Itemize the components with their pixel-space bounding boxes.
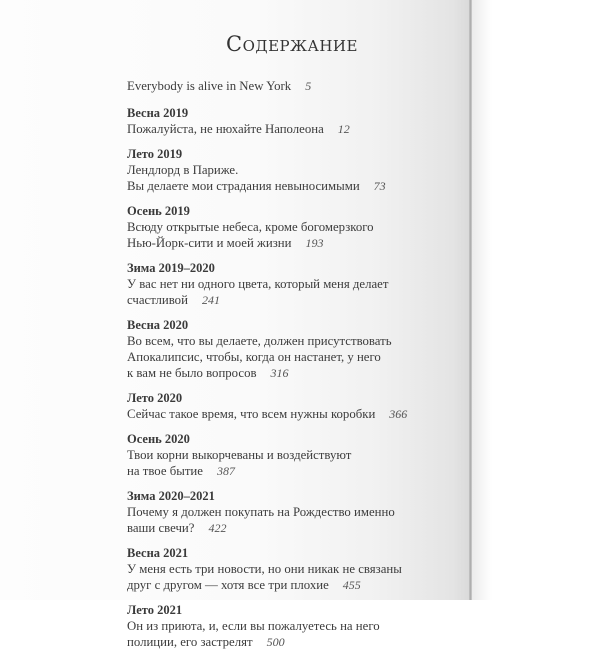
season-heading: Зима 2020–2021	[127, 489, 215, 503]
toc-entry-intro	[127, 78, 447, 94]
season-heading: Весна 2019	[127, 106, 189, 120]
page-number: 73	[373, 179, 386, 193]
entry-line: Твои корни выкорчеваны и воздействуют	[127, 448, 352, 462]
entry-line: ваши свечи?	[127, 521, 195, 535]
page-number: 193	[305, 236, 324, 250]
entry-line: полиции, его застрелят	[127, 635, 253, 649]
page-number: 12	[337, 122, 350, 136]
entry-line: Почему я должен покупать на Рождество именно	[127, 505, 395, 519]
season-heading: Лето 2021	[127, 603, 183, 617]
toc-entry	[127, 318, 447, 381]
entry-line: к вам не было вопросов	[127, 366, 257, 380]
entry-line: У меня есть три новости, но они никак не связаны	[127, 562, 402, 576]
page-number: 387	[216, 464, 235, 478]
entry-line: Сейчас такое время, что всем нужны коробки	[127, 407, 376, 421]
entry-line: Он из приюта, и, если вы пожалуетесь на него	[127, 619, 380, 633]
page-number: 366	[389, 407, 408, 421]
page-edge	[472, 0, 492, 600]
entry-line: друг с другом — хотя все три плохие	[127, 578, 329, 592]
page-number: 422	[208, 521, 227, 535]
entry-line: Апокалипсис, чтобы, когда он настанет, у него	[127, 350, 381, 364]
page-number: 5	[305, 79, 312, 93]
toc-entry	[127, 204, 447, 251]
entry-line: Лендлорд в Париже.	[127, 163, 239, 177]
page-number: 500	[266, 635, 285, 649]
table-of-contents	[127, 32, 447, 660]
page-number: 241	[201, 293, 220, 307]
entry-line: Во всем, что вы делаете, должен присутствовать	[127, 334, 392, 348]
entry-line: У вас нет ни одного цвета, который меня делает	[127, 277, 389, 291]
season-heading: Лето 2020	[127, 391, 183, 405]
season-heading: Осень 2020	[127, 432, 190, 446]
toc-title: Содержание	[226, 32, 358, 56]
toc-entry	[127, 391, 447, 422]
toc-entry	[127, 261, 447, 308]
page-number: 455	[342, 578, 361, 592]
season-heading: Осень 2019	[127, 204, 190, 218]
season-heading: Весна 2021	[127, 546, 189, 560]
entry-line: счастливой	[127, 293, 188, 307]
season-heading: Лето 2019	[127, 147, 183, 161]
toc-entry	[127, 489, 447, 536]
entry-line: на твое бытие	[127, 464, 203, 478]
entry-line: Вы делаете мои страдания невыносимыми	[127, 179, 360, 193]
season-heading: Зима 2019–2020	[127, 261, 215, 275]
toc-entry	[127, 603, 447, 650]
entry-line: Пожалуйста, не нюхайте Наполеона	[127, 122, 324, 136]
toc-entry	[127, 546, 447, 593]
entry-line: Всюду открытые небеса, кроме богомерзкого	[127, 220, 374, 234]
toc-entry	[127, 432, 447, 479]
page-number: 316	[270, 366, 289, 380]
toc-entry	[127, 147, 447, 194]
entry-text: Everybody is alive in New York	[127, 79, 292, 93]
season-heading: Весна 2020	[127, 318, 189, 332]
toc-entry	[127, 106, 447, 137]
entry-line: Нью-Йорк-сити и моей жизни	[127, 236, 292, 250]
